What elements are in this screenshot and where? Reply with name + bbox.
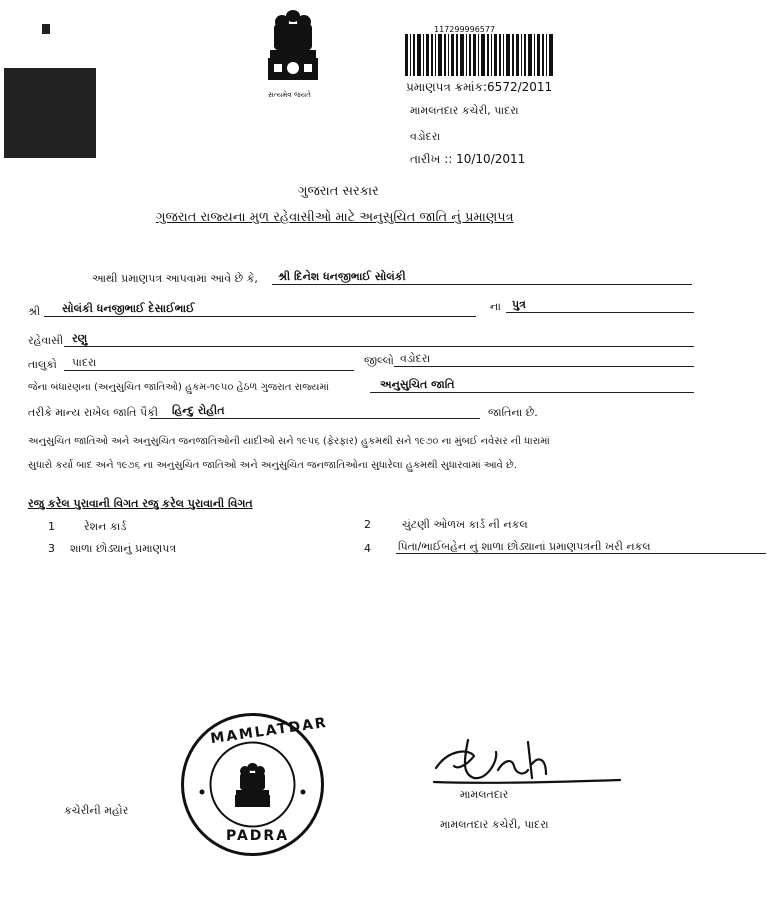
line2-suffix: ના [490, 300, 501, 313]
taluka-label: તાલુકો [28, 358, 57, 371]
signatory-office: મામલતદાર કચેરી, પાદરા [440, 818, 549, 831]
caste-category-value: અનુસુચિત જાતિ [380, 378, 455, 391]
evidence-item-text: રેશન કાર્ડ [84, 520, 127, 533]
office-seal-caption: કચેરીની મહોર [64, 804, 129, 817]
line5-underline [370, 392, 694, 393]
father-name: સોલંકી ધનજીભાઈ દેસાઈભાઈ [62, 302, 195, 315]
evidence-item-num: 1 [48, 520, 55, 533]
line2-underline [44, 316, 476, 317]
line1-label: આથી પ્રમાણપત્ર આપવામાં આવે છે કે, [92, 272, 258, 285]
district-value: વડોદરા [400, 352, 431, 365]
legal-paragraph-line2: સુધારો કર્યા બાદ અને ૧૯૭૬ ના અનુસુચિત જાતિઓ અને અનુસુચિત જનજાતિઓના સુધારેલા હુકમથી સુધારવામાં આવે છે. [28, 460, 517, 471]
line3-underline [64, 346, 694, 347]
line1-underline [272, 284, 692, 285]
relation-value: પુત્ર [512, 298, 526, 311]
certificate-title: ગુજરાત રાજ્યના મુળ રહેવાસીઓ માટે અનુસુચિત જાતિ નું પ્રમાણપત્ર [156, 210, 514, 225]
certificate-number: પ્રમાણપત્ર ક્રમાંક:6572/2011 [406, 80, 553, 94]
redacted-mark [42, 24, 50, 34]
evidence-heading: રજુ કરેલ પુરાવાની વિગત રજુ કરેલ પુરાવાની વિગત [28, 497, 253, 510]
line2-relation-underline [506, 312, 694, 313]
evidence-item-text: શાળા છોડ્યાનું પ્રમાણપત્ર [70, 542, 177, 555]
emblem-caption: સત્યમેવ જયતે [268, 91, 311, 99]
issuing-office: મામલતદાર કચેરી, પાદરા [410, 104, 519, 117]
issuing-district: વડોદરા [410, 130, 441, 143]
line6-underline [150, 418, 480, 419]
evidence-item-num: 2 [364, 518, 371, 531]
barcode-number: 117299996577 [434, 25, 496, 34]
signature [428, 730, 628, 790]
redacted-photo [4, 68, 96, 158]
seal-emblem-icon [235, 763, 270, 807]
government-name: ગુજરાત સરકાર [298, 184, 379, 199]
issue-date: તારીખ :: 10/10/2011 [410, 152, 526, 166]
recognized-caste-label: તરીકે માન્ય રાખેલ જાતિ પૈકી [28, 406, 159, 419]
line4-underline [64, 370, 354, 371]
evidence-item-text: ચુંટણી ઓળખ કાર્ડ ની નકલ [402, 518, 528, 531]
signatory-title: મામલતદાર [460, 788, 509, 801]
order-label: જેના બંધારણના (અનુસુચિત જાતિઓ) હુકમ-૧૯૫૦ હેઠળ ગુજરાત રાજ્યમાં [28, 382, 329, 393]
seal-top-text: MAMLATDAR [209, 714, 329, 748]
evidence-item-num: 3 [48, 542, 55, 555]
line6-suffix: જાતિના છે. [488, 406, 538, 419]
evidence-item-num: 4 [364, 542, 371, 555]
line4-district-underline [394, 366, 694, 367]
taluka-value: પાદરા [72, 356, 97, 369]
district-label: જીલ્લો [364, 354, 394, 367]
residence-value: રણુ [72, 332, 88, 345]
caste-value: હિન્દુ રોહીત [172, 404, 225, 417]
national-emblem-icon [262, 6, 324, 98]
evidence-item-text: પિતા/ભાઈબહેન નું શાળા છોડ્યાનાં પ્રમાણપત્રની ખરી નકલ [398, 540, 651, 553]
line2-prefix: શ્રી [28, 305, 41, 318]
seal-bottom-text: PADRA [226, 828, 290, 844]
applicant-name: શ્રી દિનેશ ધનજીભાઈ સોલંકી [278, 270, 406, 283]
residence-label: રહેવાસી [28, 334, 64, 347]
evidence-item4-underline [396, 553, 766, 554]
legal-paragraph-line1: અનુસુચિત જાતિઓ અને અનુસુચિત જનજાતિઓની યાદીઓ સને ૧૯૫૬ (ફેરફાર) હુકમથી સને ૧૯૭૦ ના મુંબઈ નવેસર ની ધારામાં [28, 436, 550, 447]
